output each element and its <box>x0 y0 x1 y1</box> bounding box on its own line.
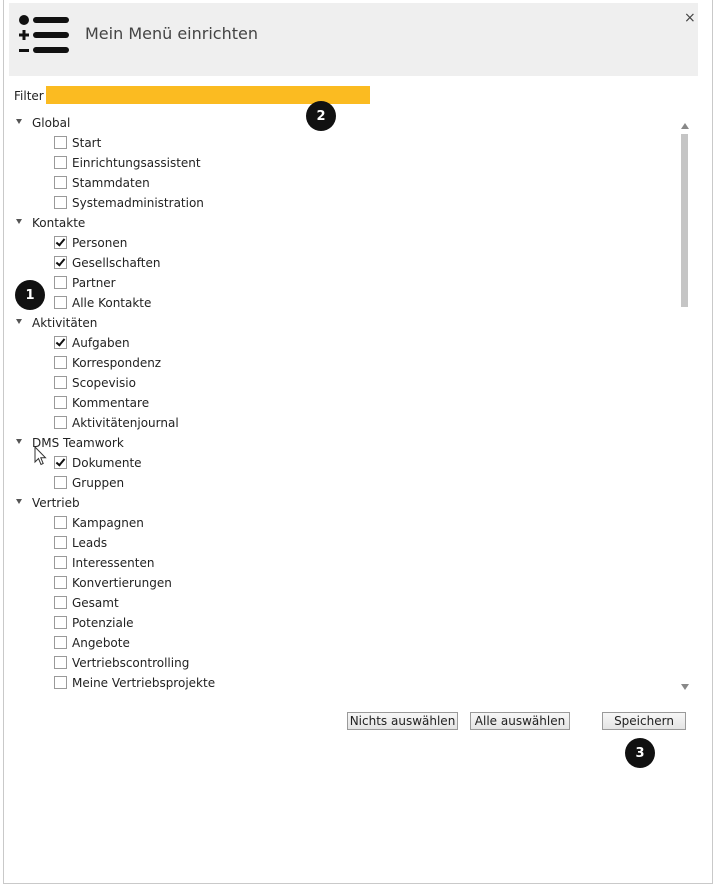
item-checkbox[interactable] <box>54 396 67 409</box>
tree-item-label: Leads <box>72 536 108 550</box>
item-checkbox[interactable] <box>54 556 67 569</box>
tree-item-label: Kampagnen <box>72 516 144 530</box>
item-checkbox[interactable] <box>54 156 67 169</box>
item-checkbox[interactable] <box>54 416 67 429</box>
item-checkbox[interactable] <box>54 636 67 649</box>
item-checkbox[interactable] <box>54 196 67 209</box>
tree-item-label: Scopevisio <box>72 376 136 390</box>
callout-badge-3: 3 <box>625 738 655 768</box>
tree-item-label: Dokumente <box>72 456 142 470</box>
item-checkbox[interactable] <box>54 336 67 349</box>
tree-group-label: Aktivitäten <box>32 316 98 330</box>
tree-item-label: Korrespondenz <box>72 356 162 370</box>
select-all-button[interactable]: Alle auswählen <box>470 712 570 730</box>
tree-item-label: Gruppen <box>72 476 125 490</box>
tree-group-label: Global <box>32 116 71 130</box>
item-checkbox[interactable] <box>54 356 67 369</box>
list-icon <box>19 14 69 58</box>
tree-item[interactable] <box>54 473 124 493</box>
tree-item[interactable] <box>54 573 172 593</box>
tree-item-label: Aufgaben <box>72 336 130 350</box>
tree-item[interactable] <box>54 233 127 253</box>
tree-item-label: Systemadministration <box>72 196 204 210</box>
tree-item[interactable] <box>54 133 101 153</box>
caret-down-icon[interactable] <box>16 119 22 124</box>
item-checkbox[interactable] <box>54 616 67 629</box>
tree-item-label: Alle Kontakte <box>72 296 152 310</box>
scroll-down-icon[interactable] <box>681 684 689 690</box>
tree-item-label: Konvertierungen <box>72 576 172 590</box>
scrollbar-thumb[interactable] <box>681 134 688 307</box>
item-checkbox[interactable] <box>54 476 67 489</box>
caret-down-icon[interactable] <box>16 439 22 444</box>
tree-item[interactable] <box>54 653 189 673</box>
tree-item-label: Angebote <box>72 636 130 650</box>
tree-item[interactable] <box>54 453 142 473</box>
tree-item[interactable] <box>54 333 130 353</box>
item-checkbox[interactable] <box>54 376 67 389</box>
tree-group-label: DMS Teamwork <box>32 436 124 450</box>
tree-group-global[interactable] <box>16 113 70 133</box>
tree-item-label: Start <box>72 136 102 150</box>
menu-setup-dialog <box>3 0 713 884</box>
tree-item-label: Interessenten <box>72 556 155 570</box>
item-checkbox[interactable] <box>54 536 67 549</box>
tree-item-label: Stammdaten <box>72 176 150 190</box>
tree-item[interactable] <box>54 633 130 653</box>
item-checkbox[interactable] <box>54 576 67 589</box>
callout-badge-2: 2 <box>306 101 336 131</box>
tree-item-label: Kommentare <box>72 396 150 410</box>
tree-group-aktivitäten[interactable] <box>16 313 97 333</box>
tree-group-dms-teamwork[interactable] <box>16 433 124 453</box>
menu-tree <box>4 113 684 699</box>
callout-badge-1: 1 <box>15 280 45 310</box>
mouse-pointer-icon <box>34 446 48 466</box>
tree-item-label: Personen <box>72 236 128 250</box>
select-none-button[interactable]: Nichts auswählen <box>347 712 458 730</box>
item-checkbox[interactable] <box>54 656 67 669</box>
filter-label: Filter <box>14 89 44 103</box>
tree-item[interactable] <box>54 553 154 573</box>
tree-item-label: Potenziale <box>72 616 134 630</box>
save-button[interactable]: Speichern <box>602 712 686 730</box>
item-checkbox[interactable] <box>54 296 67 309</box>
tree-item-label: Vertriebscontrolling <box>72 656 190 670</box>
caret-down-icon[interactable] <box>16 499 22 504</box>
item-checkbox[interactable] <box>54 276 67 289</box>
tree-item[interactable] <box>54 673 215 693</box>
tree-item[interactable] <box>54 253 161 273</box>
dialog-title: Mein Menü einrichten <box>85 24 258 43</box>
item-checkbox[interactable] <box>54 596 67 609</box>
item-checkbox[interactable] <box>54 176 67 189</box>
item-checkbox[interactable] <box>54 136 67 149</box>
tree-item[interactable] <box>54 533 107 553</box>
tree-item[interactable] <box>54 293 151 313</box>
tree-item[interactable] <box>54 153 201 173</box>
tree-item-label: Aktivitätenjournal <box>72 416 179 430</box>
tree-item[interactable] <box>54 353 161 373</box>
caret-down-icon[interactable] <box>16 319 22 324</box>
caret-down-icon[interactable] <box>16 219 22 224</box>
item-checkbox[interactable] <box>54 236 67 249</box>
tree-item-label: Gesellschaften <box>72 256 161 270</box>
tree-item[interactable] <box>54 593 119 613</box>
tree-item-label: Einrichtungsassistent <box>72 156 201 170</box>
close-icon[interactable]: × <box>684 10 696 26</box>
tree-scrollbar[interactable] <box>678 118 692 693</box>
item-checkbox[interactable] <box>54 456 67 469</box>
scroll-up-icon[interactable] <box>681 123 689 129</box>
tree-item-label: Gesamt <box>72 596 119 610</box>
tree-item[interactable] <box>54 173 150 193</box>
tree-item[interactable] <box>54 373 136 393</box>
tree-group-kontakte[interactable] <box>16 213 85 233</box>
tree-group-label: Kontakte <box>32 216 86 230</box>
tree-item-label: Partner <box>72 276 116 290</box>
tree-item-label: Meine Vertriebsprojekte <box>72 676 216 690</box>
tree-item[interactable] <box>54 613 134 633</box>
item-checkbox[interactable] <box>54 676 67 689</box>
tree-item[interactable] <box>54 393 149 413</box>
item-checkbox[interactable] <box>54 256 67 269</box>
tree-item[interactable] <box>54 413 179 433</box>
tree-group-vertrieb[interactable] <box>16 493 80 513</box>
item-checkbox[interactable] <box>54 516 67 529</box>
tree-item[interactable] <box>54 193 204 213</box>
tree-item[interactable] <box>54 513 144 533</box>
dialog-header <box>9 3 698 76</box>
tree-item[interactable] <box>54 273 116 293</box>
tree-group-label: Vertrieb <box>32 496 80 510</box>
